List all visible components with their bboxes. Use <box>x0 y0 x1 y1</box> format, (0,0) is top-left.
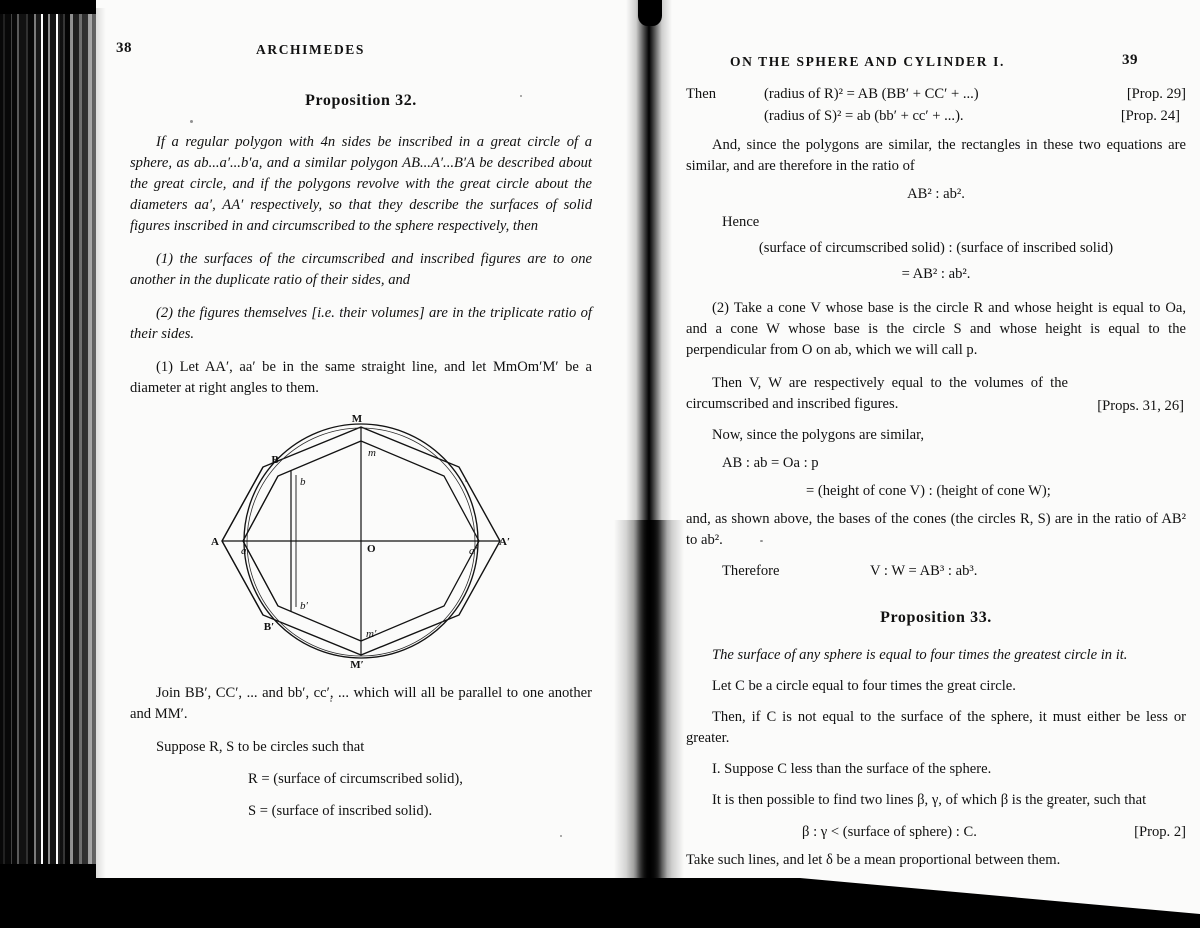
right-page-running-head: ON THE SPHERE AND CYLINDER I. <box>730 54 1005 69</box>
figure-label-M-prime: M′ <box>350 659 364 671</box>
equation-radius-R-reference: [Prop. 29] <box>1126 86 1186 102</box>
figure-label-A: A <box>211 536 219 548</box>
figure-circle-with-polygons <box>130 409 592 675</box>
equation-V-W: V : W = AB³ : ab³. <box>870 562 978 579</box>
figure-label-A-prime: A′ <box>499 536 511 548</box>
paragraph-take-such-lines: Take such lines, and let δ be a mean proportional between them. <box>686 851 1061 868</box>
figure-label-B-prime: B′ <box>263 621 275 633</box>
left-edge-top-cap-artifact <box>0 0 96 14</box>
equation-surfaces-value: = AB² : ab². <box>901 265 971 282</box>
equation-row-beta-gamma <box>686 822 1186 844</box>
figure-label-O: O <box>367 543 376 555</box>
equation-radius-S-reference: [Prop. 24] <box>1120 107 1180 124</box>
center-gutter-top-cap <box>638 0 662 26</box>
side-AB <box>222 467 263 541</box>
paragraph-cones-V-W: (2) Take a cone V whose base is the circle R and whose height is equal to Oa, and a cone W whose base is the circle S and whose height is equal to the perpendicular from O on ab, which we will call p. <box>686 299 1186 358</box>
equation-surfaces-ratio: (surface of circumscribed solid) : (surface of inscribed solid) <box>758 239 1114 256</box>
equation-beta-gamma-reference: [Prop. 2] <box>1134 823 1186 840</box>
equation-AB-ab-Oa-p: AB : ab = Oa : p <box>722 454 819 471</box>
paragraph-then-V-W-reference: [Props. 31, 26] <box>1097 397 1184 414</box>
equation-row-radius-R <box>686 84 1186 106</box>
equation-S: S = (surface of inscribed solid). <box>248 803 433 819</box>
proposition-32-item-1: (1) the surfaces of the circumscribed and inscribed figures are to one another in the duplicate ratio of their sides, and <box>130 251 592 288</box>
proposition-32-enunciation: If a regular polygon with 4n sides be inscribed in a great circle of a sphere, as ab...a′...b′a, and a similar polygon AB...A′...B′A be described about the great circle, and if the polygons revolve with the great circle about the diameters aa′, AA′ respectively, so that they describe the surfaces of solid figures inscribed in and circumscribed to the sphere respectively, then <box>130 134 592 234</box>
equation-AB2-ab2: AB² : ab². <box>907 185 965 202</box>
paragraph-case-I: I. Suppose C less than the surface of the sphere. <box>712 760 992 777</box>
figure-label-a-prime: a′ <box>469 545 477 557</box>
figure-label-b-prime: b′ <box>300 600 308 612</box>
equation-radius-R: (radius of R)² = AB (BB′ + CC′ + ...) <box>764 86 979 102</box>
paragraph-two-lines: It is then possible to find two lines β, γ, of which β is the greater, such that <box>712 791 1147 808</box>
suppose-circles-paragraph: Suppose R, S to be circles such that <box>156 739 365 755</box>
proposition-33-enunciation: The surface of any sphere is equal to four times the greatest circle in it. <box>712 646 1128 663</box>
hence-label: Hence <box>722 213 760 230</box>
bottom-black-band-artifact <box>0 914 1200 928</box>
proposition-33-heading: Proposition 33. <box>880 608 992 626</box>
proposition-32-heading: Proposition 32. <box>305 92 417 109</box>
right-page-folio: 39 <box>1122 52 1138 68</box>
then-label: Then <box>686 86 716 102</box>
proposition-32-proof-part-1: (1) Let AA′, aa′ be in the same straight line, and let MmOm′M′ be a diameter at right angles to them. <box>130 359 592 396</box>
figure-label-M: M <box>351 413 363 425</box>
paragraph-polygons-similar: And, since the polygons are similar, the rectangles in these two equations are similar, and are therefore in the ratio of <box>686 136 1186 174</box>
proposition-32-item-2: (2) the figures themselves [i.e. their volumes] are in the triplicate ratio of their sides. <box>130 305 592 342</box>
equation-radius-S: (radius of S)² = ab (bb′ + cc′ + ...). <box>764 107 964 124</box>
figure-label-m: m <box>368 447 376 459</box>
paragraph-now-similar: Now, since the polygons are similar, <box>712 426 925 443</box>
left-page-folio: 38 <box>116 40 132 56</box>
figure-svg <box>211 409 511 675</box>
equation-cone-heights: = (height of cone V) : (height of cone W); <box>806 482 1051 499</box>
equation-row-V-W <box>686 561 1186 583</box>
right-page <box>672 0 1200 880</box>
equation-R: R = (surface of circumscribed solid), <box>248 771 463 787</box>
left-page <box>96 0 626 880</box>
figure-label-a: a <box>241 545 247 557</box>
figure-label-m-prime: m′ <box>366 628 377 640</box>
left-page-running-head: ARCHIMEDES <box>256 42 366 57</box>
therefore-label: Therefore <box>722 562 780 579</box>
paragraph-let-C: Let C be a circle equal to four times the great circle. <box>712 677 1016 694</box>
paragraph-then-V-W: Then V, W are respectively equal to the volumes of the circumscribed and inscribed figures. <box>686 374 1068 412</box>
paragraph-bases-of-cones: and, as shown above, the bases of the cones (the circles R, S) are in the ratio of AB² to ab². <box>686 510 1186 548</box>
figure-label-b: b <box>300 476 306 488</box>
join-lines-paragraph: Join BB′, CC′, ... and bb′, cc′, ... which will all be parallel to one another and MM′. <box>130 685 592 722</box>
equation-row-radius-S <box>686 106 1186 128</box>
equation-beta-gamma: β : γ < (surface of sphere) : C. <box>802 823 977 840</box>
figure-label-B: B <box>271 454 279 466</box>
paragraph-then-C: Then, if C is not equal to the surface of the sphere, it must either be less or greater. <box>686 708 1186 746</box>
